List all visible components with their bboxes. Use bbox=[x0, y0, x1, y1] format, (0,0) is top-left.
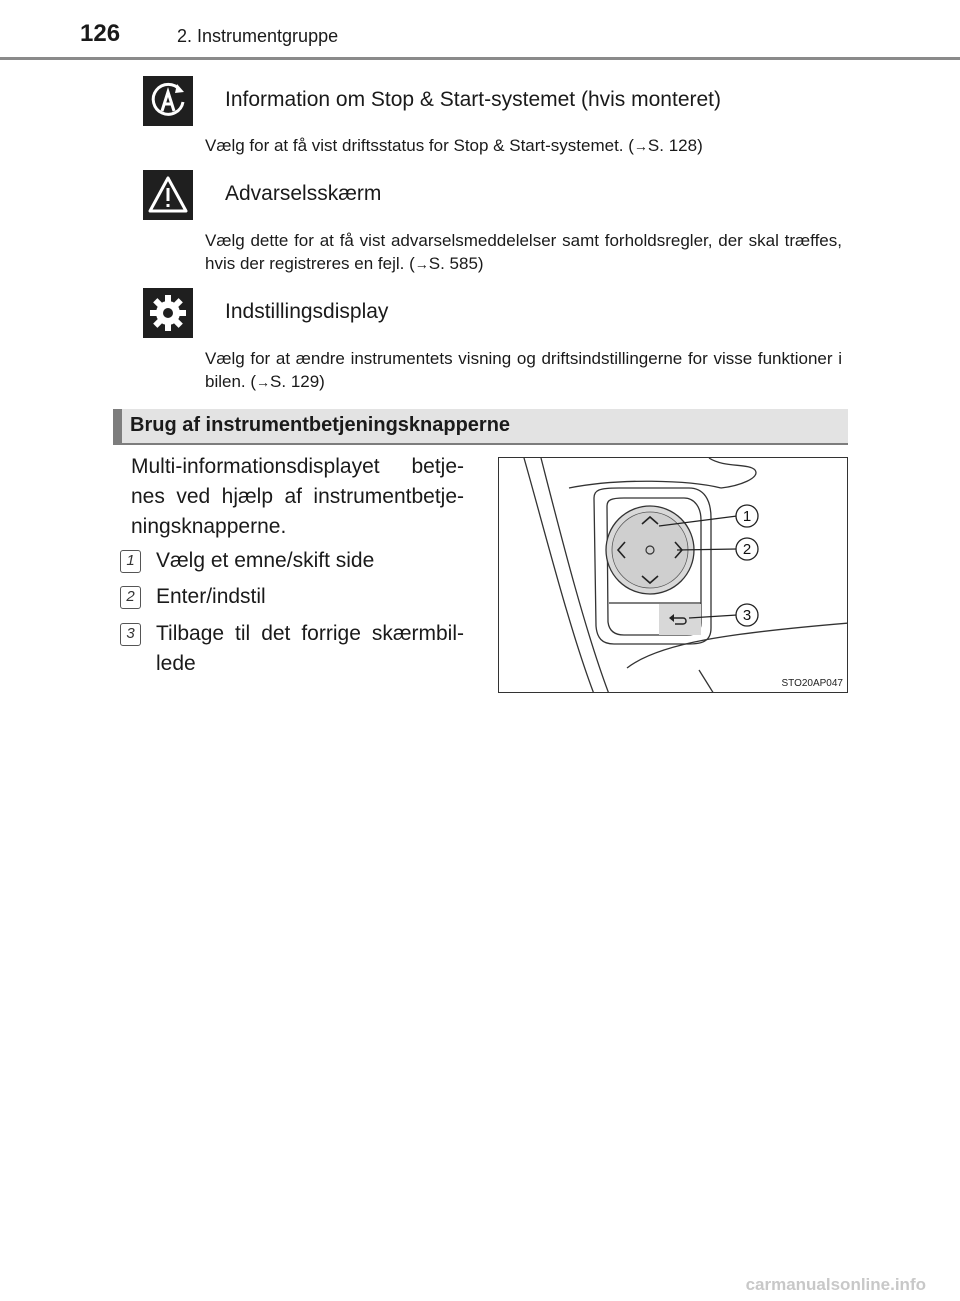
figure-code: STO20AP047 bbox=[781, 678, 843, 689]
section-intro: Multi-informationsdisplayet betje-nes ved hjælp af instrumentbetje-ningsknapperne. bbox=[131, 455, 464, 538]
arrow-icon: → bbox=[633, 138, 648, 154]
item-title-warning: Advarselsskærm bbox=[225, 182, 382, 205]
stop-start-icon bbox=[143, 76, 193, 126]
section-accent bbox=[113, 409, 122, 443]
page-reference[interactable]: S. 585) bbox=[428, 254, 484, 273]
section-rule bbox=[113, 443, 848, 445]
page-number: 126 bbox=[80, 20, 121, 47]
page-reference[interactable]: S. 129) bbox=[270, 372, 325, 391]
page-header bbox=[0, 0, 960, 60]
header-rule bbox=[0, 57, 960, 60]
page-reference[interactable]: S. 128) bbox=[647, 136, 703, 155]
warning-triangle-icon bbox=[143, 170, 193, 220]
callout-1: 1 bbox=[742, 508, 752, 525]
number-badge: 1 bbox=[120, 550, 141, 573]
section-title: Brug af instrumentbetjeningsknapperne bbox=[130, 414, 511, 436]
item-desc-warning: Vælg dette for at få vist advarselsmeddelelser samt forholdsregler, der skal træffes, hvis der registreres en fejl. (→S. 585) bbox=[205, 231, 842, 273]
arrow-icon: → bbox=[256, 374, 271, 390]
number-badge: 2 bbox=[120, 586, 141, 609]
list-item-text: Tilbage til det forrige skærmbil-lede bbox=[156, 622, 464, 675]
item-desc-settings: Vælg for at ændre instrumentets visning og driftsindstillingerne for visse funktioner i bilen. (→S. 129) bbox=[205, 349, 842, 391]
item-title-stop-start: Information om Stop & Start-systemet (hvis monteret) bbox=[225, 88, 722, 111]
footer-watermark: carmanualsonline.info bbox=[745, 1275, 926, 1294]
callout-3: 3 bbox=[742, 607, 752, 624]
steering-switch-illustration bbox=[499, 458, 848, 693]
callout-2: 2 bbox=[742, 541, 752, 558]
section-heading bbox=[113, 409, 848, 443]
arrow-icon: → bbox=[414, 256, 429, 272]
chapter-title: 2. Instrumentgruppe bbox=[177, 26, 339, 46]
steering-switch-figure bbox=[498, 457, 848, 693]
gear-icon bbox=[143, 288, 193, 338]
list-item-text: Vælg et emne/skift side bbox=[156, 549, 375, 572]
item-desc-stop-start: Vælg for at få vist driftsstatus for Stop & Start-systemet. (→S. 128) bbox=[205, 136, 703, 155]
number-badge: 3 bbox=[120, 623, 141, 646]
item-title-settings: Indstillingsdisplay bbox=[225, 300, 389, 323]
list-item-text: Enter/indstil bbox=[156, 585, 266, 608]
